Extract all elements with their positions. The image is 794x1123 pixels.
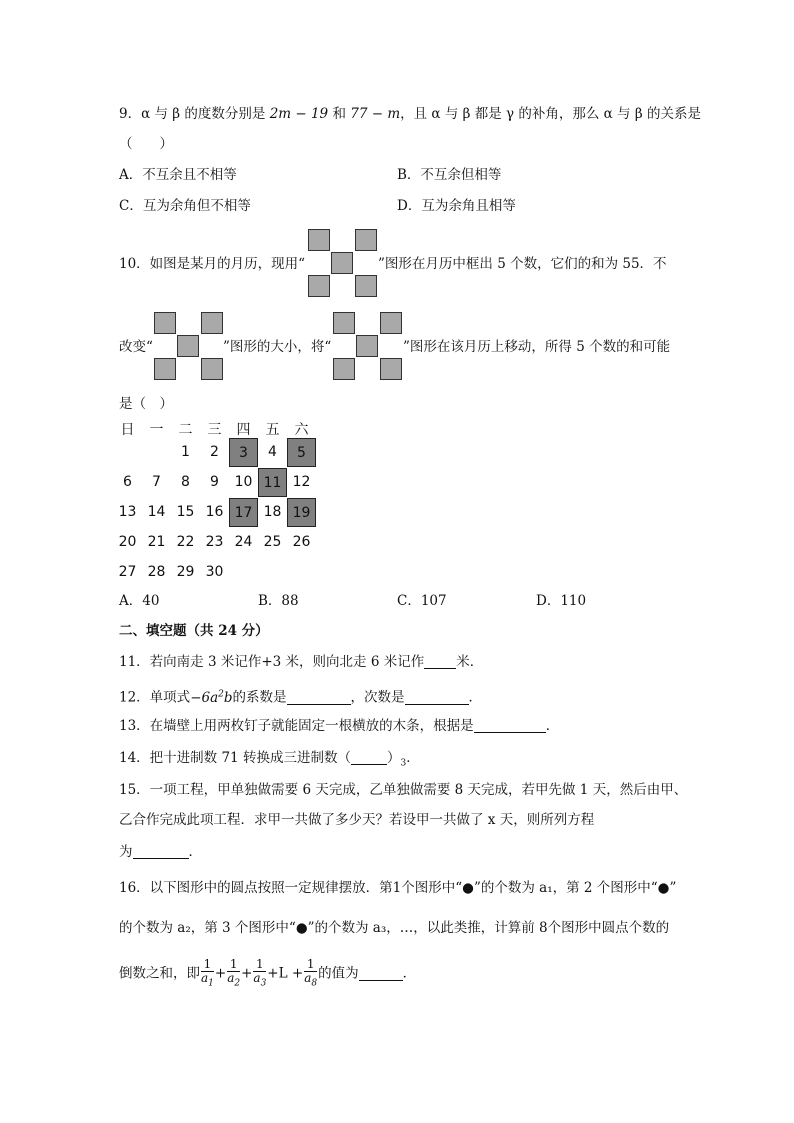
calendar-day: 13 xyxy=(118,504,137,520)
q12-text-c: ，次数是 xyxy=(350,689,405,706)
q14 xyxy=(119,748,420,774)
calendar-day: 17 xyxy=(229,498,258,527)
q14-blank[interactable] xyxy=(351,750,387,765)
q10-line1-a: 10．如图是某月的月历，现用“ xyxy=(119,256,306,272)
calendar-day: 23 xyxy=(205,534,224,550)
calendar-day: 9 xyxy=(210,474,219,490)
q11-tail: 米． xyxy=(456,654,484,670)
calendar-header: 二 xyxy=(178,422,193,438)
calendar-day: 30 xyxy=(205,564,224,580)
q15-line3 xyxy=(119,842,202,862)
q16-line3-a: 倒数之和，即 xyxy=(119,965,200,982)
calendar-day: 18 xyxy=(263,504,282,520)
calendar-day: 3 xyxy=(229,438,258,467)
q16-line1: 16．以下图形中的圆点按照一定规律摆放．第1个图形中“●”的个数为 a₁，第 2 个图形中“●” xyxy=(119,880,677,896)
q13-tail: ． xyxy=(545,718,560,734)
q10-line2-b: ”图形的大小，将“ xyxy=(223,339,332,355)
q9-stem xyxy=(119,104,701,124)
q10-option-a: A．40 xyxy=(119,593,160,609)
q16-line2: 的个数为 a₂，第 3 个图形中“●”的个数为 a₃，…，以此类推，计算前 8个图形中圆点个数的 xyxy=(119,920,670,936)
calendar-day: 22 xyxy=(176,534,195,550)
q14-tail: ． xyxy=(406,750,420,766)
calendar-header: 一 xyxy=(149,422,164,438)
q12-expr xyxy=(190,690,232,706)
q10-line1-b: ”图形在月历中框出 5 个数，它们的和为 55．不 xyxy=(378,256,667,272)
calendar-day: 14 xyxy=(147,504,166,520)
q9-option-a: A．不互余且不相等 xyxy=(119,167,237,183)
q9-option-b: B．不互余但相等 xyxy=(397,167,502,183)
q15-line2: 乙合作完成此项工程．求甲一共做了多少天？若设甲一共做了 x 天，则所列方程 xyxy=(119,812,595,828)
section-title: 二、填空题（共 24 分） xyxy=(119,623,269,639)
plus-sign: + xyxy=(214,965,227,982)
q9-paren: （ ） xyxy=(119,136,173,152)
calendar-day: 15 xyxy=(176,504,195,520)
q12-blank-coefficient[interactable] xyxy=(287,690,351,705)
calendar-day: 11 xyxy=(258,468,287,497)
q15-line3-a: 为 xyxy=(119,844,133,860)
calendar-header: 六 xyxy=(294,422,309,438)
calendar-day: 7 xyxy=(152,474,161,490)
ellipsis-plus: +L + xyxy=(267,965,304,982)
q10-option-c: C．107 xyxy=(397,593,447,609)
fraction-8: $\frac{1}{a_8}$ xyxy=(304,957,318,989)
calendar-header: 四 xyxy=(236,422,251,438)
q15-blank[interactable] xyxy=(133,844,189,859)
q10-line3: 是（ ） xyxy=(119,396,173,412)
q14-close: ） xyxy=(386,750,401,766)
q14-base: 3 xyxy=(400,758,407,769)
x-shape-figure-2 xyxy=(154,312,223,381)
fraction-3: $\frac{1}{a_3}$ xyxy=(253,957,267,989)
q14-text: 14．把十进制数 71 转换成三进制数（ xyxy=(119,750,351,766)
calendar-day: 5 xyxy=(287,438,316,467)
q12-tail: ． xyxy=(468,689,483,706)
q15-tail: ． xyxy=(188,844,202,860)
calendar-header: 三 xyxy=(207,422,222,438)
q12-text: 12．单项式 xyxy=(119,689,191,706)
q12-blank-degree[interactable] xyxy=(405,690,469,705)
q10-option-b: B．88 xyxy=(258,593,299,609)
q12-expr-sup: 2 xyxy=(218,689,224,699)
calendar-day: 24 xyxy=(234,534,253,550)
calendar-day: 1 xyxy=(181,444,190,460)
fraction-1: $\frac{1}{a_1}$ xyxy=(201,957,214,989)
q11-text: 11．若向南走 3 米记作+3 米，则向北走 6 米记作 xyxy=(119,654,425,670)
q9-text-b: 和 xyxy=(328,106,351,122)
q11-blank[interactable] xyxy=(424,654,456,669)
q13 xyxy=(119,716,559,736)
calendar-header: 五 xyxy=(265,422,280,438)
calendar-day: 21 xyxy=(147,534,166,550)
calendar-day: 10 xyxy=(234,474,253,490)
q9-text-a: 9．α 与 β 的度数分别是 xyxy=(119,106,270,122)
calendar-day: 19 xyxy=(287,498,316,527)
x-shape-figure-3 xyxy=(333,312,402,381)
q10-option-d: D．110 xyxy=(536,593,587,609)
q10-line2-a: 改变“ xyxy=(119,339,153,355)
calendar-day: 2 xyxy=(210,444,219,460)
q16-line3 xyxy=(119,958,416,990)
q12-expr-tail: b xyxy=(223,689,233,706)
calendar-header: 日 xyxy=(120,422,135,438)
q9-option-c: C．互为余角但不相等 xyxy=(119,198,251,214)
calendar-day: 26 xyxy=(292,534,311,550)
calendar-day: 27 xyxy=(118,564,137,580)
calendar-day: 6 xyxy=(123,474,132,490)
q13-blank[interactable] xyxy=(474,718,546,733)
q13-text: 13．在墙壁上用两枚钉子就能固定一根横放的木条，根据是 xyxy=(119,718,474,734)
q10-line2-c: ”图形在该月历上移动，所得 5 个数的和可能 xyxy=(403,339,671,355)
q16-tail: ． xyxy=(402,965,417,982)
fraction-2: $\frac{1}{a_2}$ xyxy=(227,957,241,989)
q12 xyxy=(119,684,482,708)
calendar-day: 29 xyxy=(176,564,195,580)
q9-expr1: 2m − 19 xyxy=(269,106,329,122)
x-shape-figure-1 xyxy=(308,229,377,298)
plus-sign: + xyxy=(241,965,253,982)
calendar-day: 16 xyxy=(205,504,224,520)
q16-blank[interactable] xyxy=(359,966,403,981)
calendar-day: 25 xyxy=(263,534,282,550)
q12-expr-coef: −6a xyxy=(190,689,219,706)
calendar-day: 20 xyxy=(118,534,137,550)
calendar-day: 12 xyxy=(292,474,311,490)
q12-text-b: 的系数是 xyxy=(232,689,287,706)
q16-line3-b: 的值为 xyxy=(318,965,359,982)
q9-expr2: 77 − m xyxy=(350,106,401,122)
calendar-day: 4 xyxy=(268,444,277,460)
q15-line1: 15．一项工程，甲单独做需要 6 天完成，乙单独做需要 8 天完成，若甲先做 1 天，然后由甲、 xyxy=(119,782,688,798)
calendar-day: 28 xyxy=(147,564,166,580)
q9-option-d: D．互为余角且相等 xyxy=(397,198,516,214)
q11 xyxy=(119,652,483,672)
q9-text-c: ，且 α 与 β 都是 γ 的补角，那么 α 与 β 的关系是 xyxy=(400,106,701,122)
calendar-day: 8 xyxy=(181,474,190,490)
